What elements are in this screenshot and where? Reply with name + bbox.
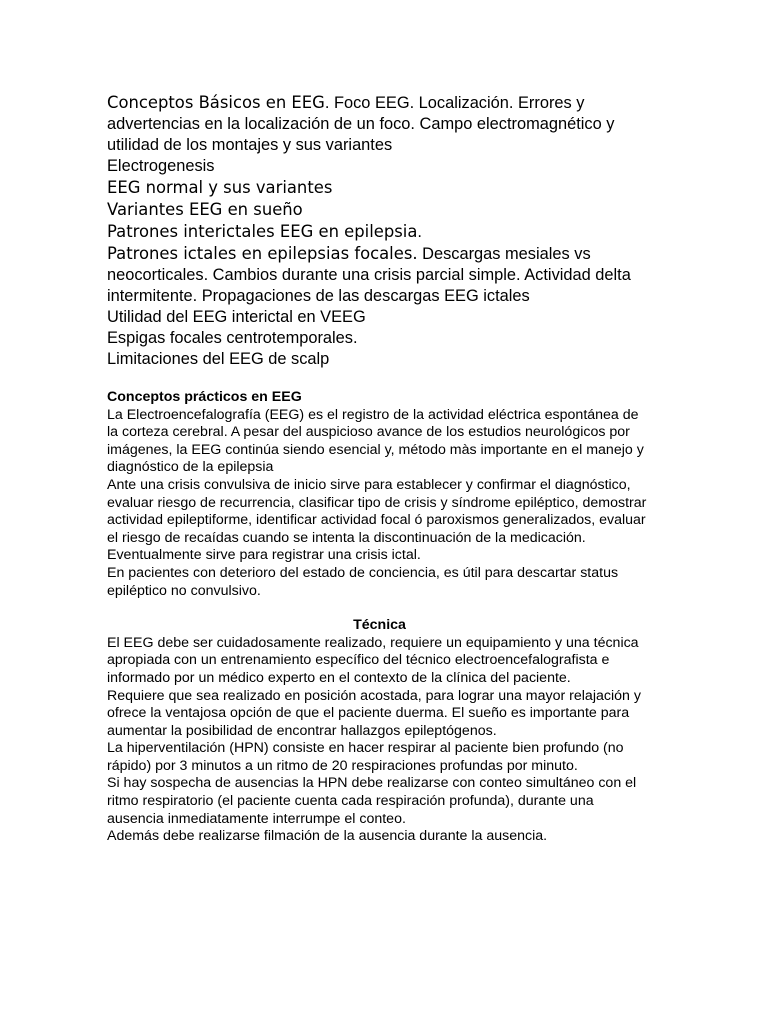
paragraph: La Electroencefalografía (EEG) es el registro de la actividad eléctrica espontánea de la corteza cerebral. A pesar del auspicioso avance de los estudios neurológicos por imágenes, la EEG continúa siendo esencial y, método màs importante en el manejo y diagnóstico de la epilepsia: [107, 406, 644, 476]
outline-item-title: Patrones ictales en epilepsias focales.: [107, 244, 418, 263]
paragraph: La hiperventilación (HPN) consiste en hacer respirar al paciente bien profundo (no rápido) por 3 minutos a un ritmo de 20 respiraciones profundas por minuto.: [107, 740, 624, 774]
outline-item: [107, 156, 652, 177]
outline-item-text: Foco EEG. Localización. Errores y advertencias en la localización de un foco. Campo electromagnético y utilidad de los montajes y sus variantes: [107, 94, 615, 154]
outline-item-separator: .: [417, 223, 422, 241]
outline-item-title: EEG normal y sus variantes: [107, 178, 333, 197]
outline-item-text: Utilidad del EEG interictal en VEEG: [107, 308, 366, 326]
outline-item: [107, 349, 652, 370]
outline-item-title: Conceptos Básicos en EEG: [107, 93, 325, 112]
outline-item-text: Espigas focales centrotemporales.: [107, 329, 358, 347]
outline-item-title: Variantes EEG en sueño: [107, 200, 303, 219]
outline-item-text: Electrogenesis: [107, 157, 215, 175]
outline-item: [107, 307, 652, 328]
outline-item-text: Limitaciones del EEG de scalp: [107, 350, 330, 368]
section-heading: Conceptos prácticos en EEG: [107, 389, 302, 405]
outline-item-separator: .: [324, 94, 330, 112]
practicos-section: [107, 389, 652, 600]
outline-item: [107, 177, 652, 199]
outline-item-text: Descargas mesiales vs neocorticales. Cambios durante una crisis parcial simple. Actividad delta intermitente. Propagaciones de las descargas EEG ictales: [107, 245, 631, 305]
outline-item: [107, 221, 652, 243]
tecnica-section: [107, 617, 652, 846]
paragraph: En pacientes con deterioro del estado de conciencia, es útil para descartar status epiléptico no convulsivo.: [107, 564, 619, 599]
paragraph: El EEG debe ser cuidadosamente realizado, requiere un equipamiento y una técnica apropiada con un entrenamiento específico del técnico electroencefalografista e informado por un médico experto en el contexto de la clínica del paciente.: [107, 634, 639, 686]
outline-item: [107, 92, 652, 156]
paragraph: Ante una crisis convulsiva de inicio sirve para establecer y confirmar el diagnóstico, evaluar riesgo de recurrencia, clasificar tipo de crisis y síndrome epiléptico, demostrar actividad epileptiforme, identificar actividad focal ó paroxismos generalizados, evaluar el riesgo de recaídas cuando se intenta la discontinuación de la medicación.: [107, 476, 647, 546]
paragraph: Eventualmente sirve para registrar una crisis ictal.: [107, 547, 421, 564]
paragraph: Requiere que sea realizado en posición acostada, para lograr una mayor relajación y ofrece la ventajosa opción de que el paciente duerma. El sueño es importante para aumentar la posibilidad de encontrar hallazgos epileptógenos.: [107, 687, 641, 739]
outline-item-title: Patrones interictales EEG en epilepsia: [107, 222, 418, 241]
topic-outline: [107, 92, 652, 370]
outline-item: [107, 199, 652, 221]
outline-item: [107, 328, 652, 349]
paragraph: Si hay sospecha de ausencias la HPN debe realizarse con conteo simultáneo con el ritmo respiratorio (el paciente cuenta cada respiración profunda), durante una ausencia inmediatamente interrumpe el conteo.: [107, 775, 637, 827]
section-heading: Técnica: [353, 617, 406, 634]
document-page: [107, 92, 652, 846]
paragraph: Además debe realizarse filmación de la ausencia durante la ausencia.: [107, 828, 548, 845]
outline-item: [107, 243, 652, 307]
